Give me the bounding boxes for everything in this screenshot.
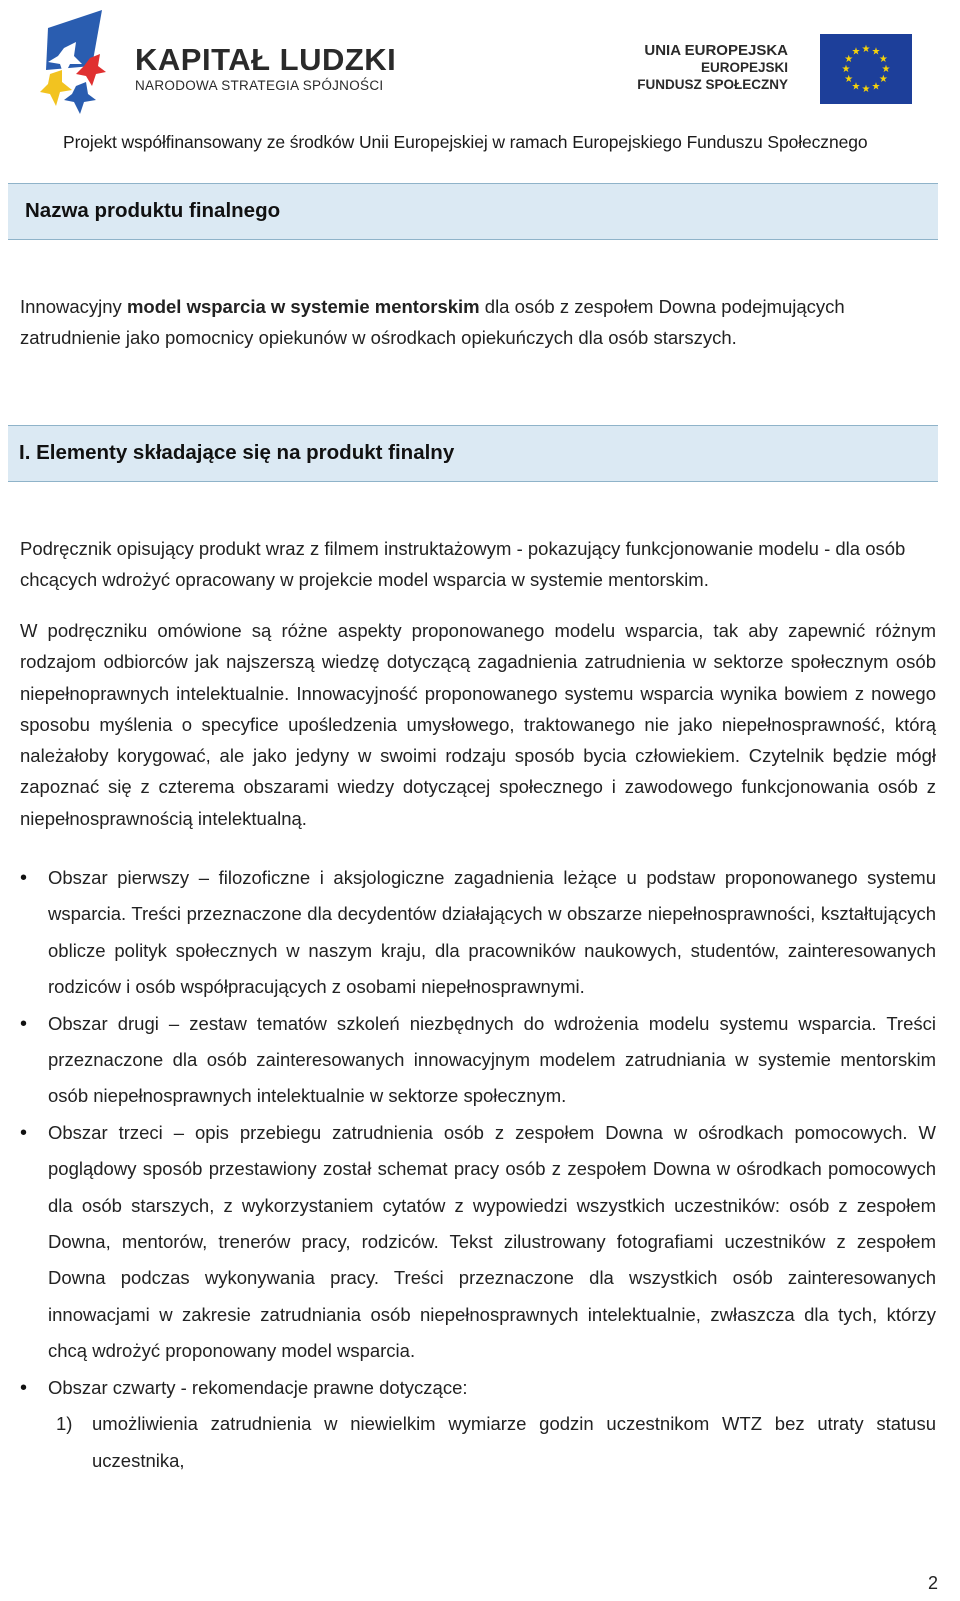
kapital-ludzki-emblem-icon [40,8,120,120]
svg-text:★: ★ [878,54,888,65]
numbered-item-text: umożliwienia zatrudnienia w niewielkim wymiarze godzin uczestnikom WTZ bez utraty statusu uczestnika, [92,1413,936,1471]
cofinancing-note: Projekt współfinansowany ze środków Unii Europejskiej w ramach Europejskiego Funduszu Społecznego [63,132,868,152]
product-name-text-bold: model wsparcia w systemie mentorskim [126,296,480,317]
section-heading-bar-product-name [8,183,938,240]
list-item [20,1370,936,1406]
svg-text:★: ★ [878,74,888,85]
bullet-icon: • [20,1012,28,1035]
numbered-item-label: 1) [56,1413,73,1435]
section-heading-bar-elements [8,425,938,482]
svg-text:★: ★ [861,84,871,95]
kl-subtitle: NARODOWA STRATEGIA SPÓJNOŚCI [135,78,384,93]
svg-text:★: ★ [851,81,861,93]
page-header [0,0,960,165]
svg-text:★: ★ [861,44,871,55]
eu-flag [820,34,912,109]
svg-text:★: ★ [844,74,854,85]
svg-text:★: ★ [871,46,881,58]
svg-text:★: ★ [851,46,861,58]
bullet-icon: • [20,867,28,889]
list-item-text: Obszar czwarty - rekomendacje prawne dotyczące: [48,1376,468,1398]
svg-text:★: ★ [841,64,851,75]
kapital-ludzki-logo [40,8,120,125]
numbered-item [56,1406,936,1479]
section-heading-elements: I. Elementy składające się na produkt finalny [19,441,455,464]
list-item-text: Obszar trzeci – opis przebiegu zatrudnienia osób z zespołem Downa w ośrodkach pomocowych. W poglądowy sposób przestawiony został schemat pracy osób z zespołem Downa w ośrodkach pomocowych dla osób starszych, z wykorzystaniem cytatów z wypowiedzi wszystkich uczestników: osób z zespołem Downa, mentorów, trenerów pracy, rodziców. Tekst zilustrowany fotografiami uczestników z zespołem Downa podczas wykonywania pracy. Treści przeznaczone dla wszystkich osób zainteresowanych innowacjami w zakresie zatrudniania osób niepełnosprawnych intelektualnie, zwłaszcza dla tych, którzy chcą wdrożyć proponowany model wsparcia. [48,1121,936,1362]
product-name-text-a: Innowacyjny [20,296,127,317]
svg-text:★: ★ [881,64,891,75]
eu-line1: UNIA EUROPEJSKA [644,42,788,59]
list-item [20,1006,936,1115]
list-item-text: Obszar drugi – zestaw tematów szkoleń niezbędnych do wdrożenia modelu systemu wsparcia. Treści przeznaczone dla osób zainteresowanych innowacyjnym modelem zatrudniania w systemie mentorskim osób niepełnosprawnych intelektualnie w sektorze społecznym. [48,1012,936,1107]
eu-flag-icon [820,34,912,104]
page-number: 2 [927,1573,938,1593]
eu-line2: EUROPEJSKI [700,60,788,75]
elements-paragraph-2: W podręczniku omówione są różne aspekty proponowanego modelu wsparcia, tak aby zapewnić różnym rodzajom odbiorców jak najszerszą wiedzę dotyczącą zagadnienia zatrudnienia w sektorze społecznym osób niepełnoprawnych intelektualnie. Innowacyjność proponowanego systemu wsparcia wynika bowiem z nowego sposobu myślenia o specyfice upośledzenia umysłowego, traktowanego nie jako niepełnosprawność, którą należałoby korygować, ale jako jedyny w swoimi rodzaju sposób bycia człowiekiem. Czytelnik będzie mógł zapoznać się z czterema obszarami wiedzy dotyczącej społecznego i zawodowego funkcjonowania osób z niepełnosprawnością intelektualną. [20,620,936,829]
list-item [20,860,936,1006]
svg-text:★: ★ [871,81,881,93]
eu-line3: FUNDUSZ SPOŁECZNY [637,77,788,92]
bullet-icon: • [20,1121,28,1144]
kapital-ludzki-text [135,44,396,93]
list-item [20,1115,936,1370]
product-name-text-b: dla osób z zespołem Downa podejmujących zatrudnienie jako pomocnicy opiekunów w ośrodkach opiekuńczych dla osób starszych. [20,296,845,348]
bullet-icon: • [20,1376,28,1399]
eu-fund-text [637,42,788,93]
list-item-text: Obszar pierwszy – filozoficzne i aksjologiczne zagadnienia leżące u podstaw proponowanego systemu wsparcia. Treści przeznaczone dla decydentów działających w obszarze niepełnosprawności, kształtujących oblicze polityk społecznych w naszym kraju, dla pracowników naukowych, studentów, zainteresowanych rodziców i osób współpracujących z osobami niepełnosprawnymi. [48,867,936,998]
product-name-paragraph [20,291,936,353]
elements-paragraph-1: Podręcznik opisujący produkt wraz z filmem instruktażowym - pokazujący funkcjonowanie modelu - dla osób chcących wdrożyć opracowany w projekcie model wsparcia w systemie mentorskim. [20,538,906,590]
kl-title: KAPITAŁ LUDZKI [135,42,397,77]
svg-text:★: ★ [844,54,854,65]
section-heading-product-name: Nazwa produktu finalnego [25,199,281,222]
areas-list [20,860,936,1479]
